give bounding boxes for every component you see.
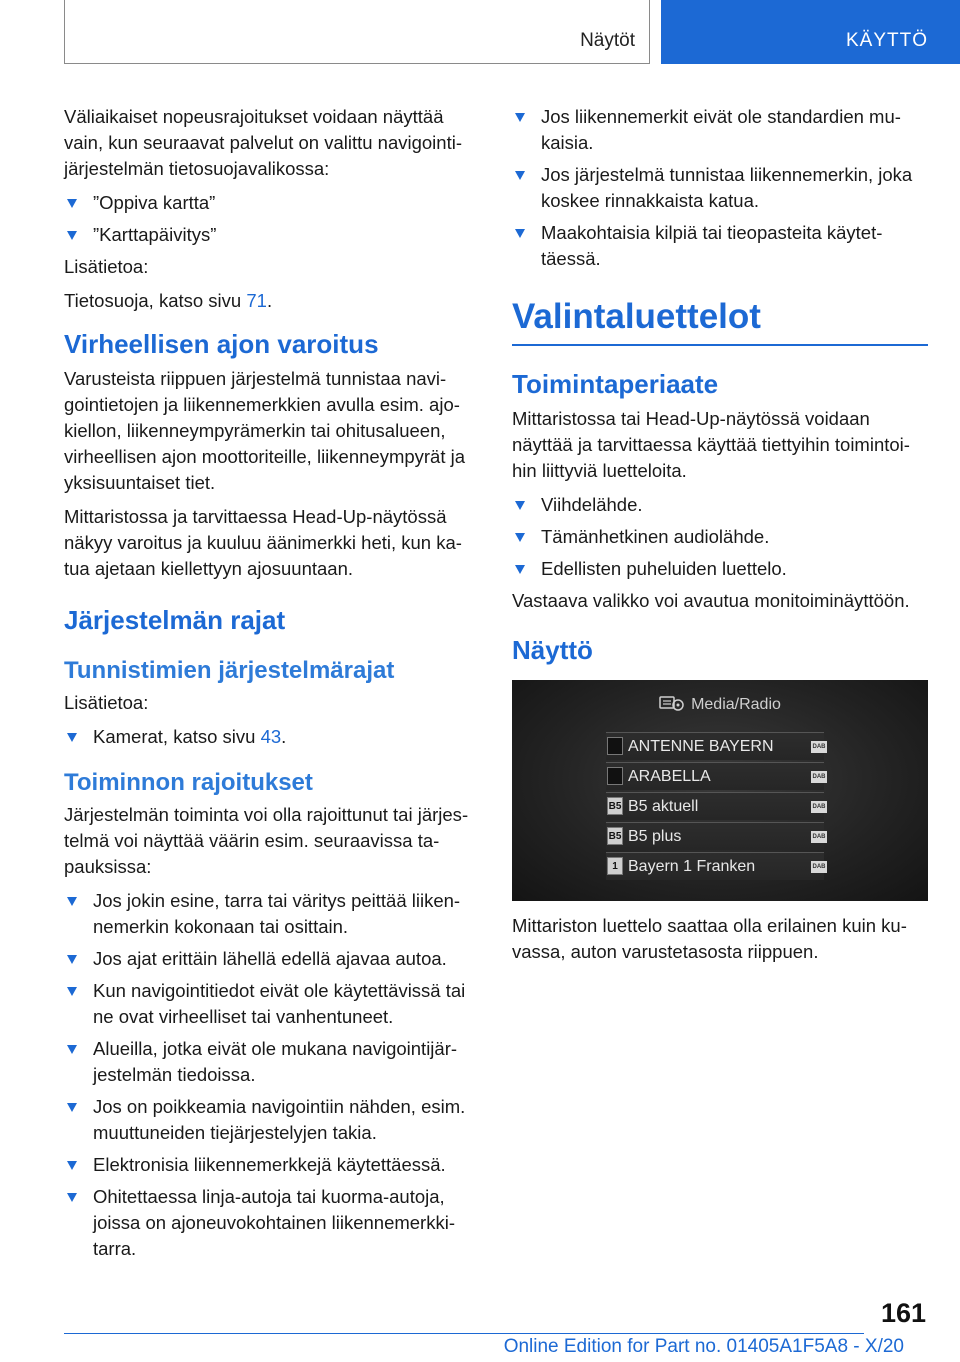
- display-caption: Mittariston luettelo saattaa olla erilainen kuin kuvassa, auton varustetasosta riippuen.: [512, 915, 907, 962]
- list-item: Kamerat, katso sivu 43.: [64, 724, 480, 750]
- more-info-label: Lisätietoa:: [64, 256, 149, 277]
- list-item: Ohitettaessa linja-autoja tai kuorma-autoja, joissa on ajoneuvokohtainen liikennemerkkitarra.: [64, 1184, 480, 1262]
- list-item: Jos ajat erittäin lähellä edellä ajavaa autoa.: [64, 946, 480, 972]
- list-item: ”Karttapäivitys”: [64, 222, 480, 248]
- list-item: Kun navigointitiedot eivät ole käytettävissä tai ne ovat virheelliset tai vanhentuneet.: [64, 978, 480, 1030]
- heading-sensor-limits: Tunnistimien järjestelmärajat: [64, 657, 395, 684]
- list-item: Alueilla, jotka eivät ole mukana navigointijärjestelmän tiedoissa.: [64, 1036, 480, 1088]
- sensor-list: [64, 724, 480, 750]
- list-item: Jos jokin esine, tarra tai väritys peittää liikennemerkin kokonaan tai osittain.: [64, 888, 480, 940]
- list-item: B5 B5 aktuell DAB: [606, 792, 824, 820]
- list-item: 1 Bayern 1 Franken DAB: [606, 852, 824, 880]
- bullet-triangle-icon: [67, 897, 77, 906]
- dab-badge: DAB: [811, 801, 827, 813]
- list-item: ”Oppiva kartta”: [64, 190, 480, 216]
- bullet-triangle-icon: [515, 533, 525, 542]
- bullet-triangle-icon: [67, 987, 77, 996]
- bullet-triangle-icon: [67, 199, 77, 208]
- header-chapter-box: [661, 0, 960, 64]
- dab-badge: DAB: [811, 771, 827, 783]
- more-info-label: Lisätietoa:: [64, 692, 149, 713]
- heading-selection-lists: Valintaluettelot: [512, 294, 928, 346]
- heading-display: Näyttö: [512, 635, 593, 665]
- bullet-triangle-icon: [67, 1045, 77, 1054]
- list-item: Jos liikennemerkit eivät ole standardien mukaisia.: [512, 104, 928, 156]
- media-radio-icon: [659, 694, 685, 712]
- list-item: Viihdelähde.: [512, 492, 928, 518]
- bullet-triangle-icon: [67, 1193, 77, 1202]
- dab-badge: DAB: [811, 861, 827, 873]
- station-logo: B5: [607, 827, 623, 845]
- footer-edition: Online Edition for Part no. 01405A1F5A8 - X/20: [503, 1336, 904, 1357]
- function-limits-list: [64, 888, 480, 1262]
- list-item: ANTENNE BAYERN DAB: [606, 732, 824, 760]
- continued-limits-list: [512, 104, 928, 272]
- principle-paragraph: Mittaristossa tai Head-Up-näytössä voidaan näyttää ja tarvittaessa käyttää tiettyihin toimintoihin liittyviä luetteloita.: [512, 408, 910, 481]
- list-item: Tämänhetkinen audiolähde.: [512, 524, 928, 550]
- page-link-71[interactable]: 71: [246, 290, 267, 311]
- station-list: [606, 732, 824, 882]
- header-section-title: Näytöt: [580, 30, 635, 51]
- intro-paragraph: Väliaikaiset nopeusrajoitukset voidaan näyttää vain, kun seuraavat palvelut on valittu navigointijärjestelmän tietosuojavalikossa:: [64, 106, 462, 179]
- list-item: Elektronisia liikennemerkkejä käytettäessä.: [64, 1152, 480, 1178]
- heading-principle: Toimintaperiaate: [512, 369, 719, 399]
- list-item: Maakohtaisia kilpiä tai tieopasteita käytettäessä.: [512, 220, 928, 272]
- bullet-triangle-icon: [515, 113, 525, 122]
- reference-privacy: Tietosuoja, katso sivu 71.: [64, 290, 273, 311]
- dab-badge: DAB: [811, 831, 827, 843]
- screen-title: Media/Radio: [512, 694, 928, 714]
- warning-paragraph-2: Mittaristossa ja tarvittaessa Head-Up-näytössä näkyy varoitus ja kuuluu äänimerkki heti, kun katua ajetaan kiellettyyn ajosuuntaan.: [64, 506, 462, 579]
- list-item: Jos järjestelmä tunnistaa liikennemerkin, joka koskee rinnakkaista katua.: [512, 162, 928, 214]
- function-limits-intro: Järjestelmän toiminta voi olla rajoittunut tai järjestelmä voi näyttää väärin esim. seuraavissa tapauksissa:: [64, 804, 469, 877]
- list-item: ARABELLA DAB: [606, 762, 824, 790]
- station-logo: [607, 767, 623, 785]
- dab-badge: DAB: [811, 741, 827, 753]
- station-logo: B5: [607, 797, 623, 815]
- bullet-triangle-icon: [67, 1103, 77, 1112]
- principle-list: [512, 492, 928, 582]
- list-item: B5 B5 plus DAB: [606, 822, 824, 850]
- header-section-box: [64, 0, 650, 64]
- bullet-triangle-icon: [515, 229, 525, 238]
- principle-paragraph-2: Vastaava valikko voi avautua monitoiminäyttöön.: [512, 590, 910, 611]
- instrument-cluster-screenshot: [512, 680, 928, 901]
- bullet-triangle-icon: [515, 171, 525, 180]
- heading-system-limits: Järjestelmän rajat: [64, 605, 286, 635]
- bullet-triangle-icon: [515, 501, 525, 510]
- bullet-triangle-icon: [67, 955, 77, 964]
- bullet-triangle-icon: [67, 733, 77, 742]
- intro-list: [64, 190, 480, 248]
- footer-divider: [64, 1333, 864, 1334]
- station-logo: [607, 737, 623, 755]
- warning-paragraph-1: Varusteista riippuen järjestelmä tunnistaa navigointietojen ja liikennemerkkien avulla esim. ajokiellon, liikenneympyrämerkin tai ohitusalueen, virheellisen ajon moottoriteille, liikenneympyrät ja yksisuuntaiset tiet.: [64, 368, 466, 493]
- list-item: Jos on poikkeamia navigointiin nähden, esim. muuttuneiden tiejärjestelyjen takia.: [64, 1094, 480, 1146]
- bullet-triangle-icon: [67, 1161, 77, 1170]
- header-chapter-title: KÄYTTÖ: [845, 30, 928, 51]
- bullet-triangle-icon: [67, 231, 77, 240]
- left-column: [64, 104, 480, 1268]
- page-number: 161: [880, 1298, 926, 1328]
- station-logo: 1: [607, 857, 623, 875]
- list-item: Edellisten puheluiden luettelo.: [512, 556, 928, 582]
- page-link-43[interactable]: 43: [260, 726, 282, 747]
- heading-function-limits: Toiminnon rajoitukset: [64, 769, 313, 796]
- right-column: [512, 104, 928, 973]
- heading-wrong-way-warning: Virheellisen ajon varoitus: [64, 329, 379, 359]
- bullet-triangle-icon: [515, 565, 525, 574]
